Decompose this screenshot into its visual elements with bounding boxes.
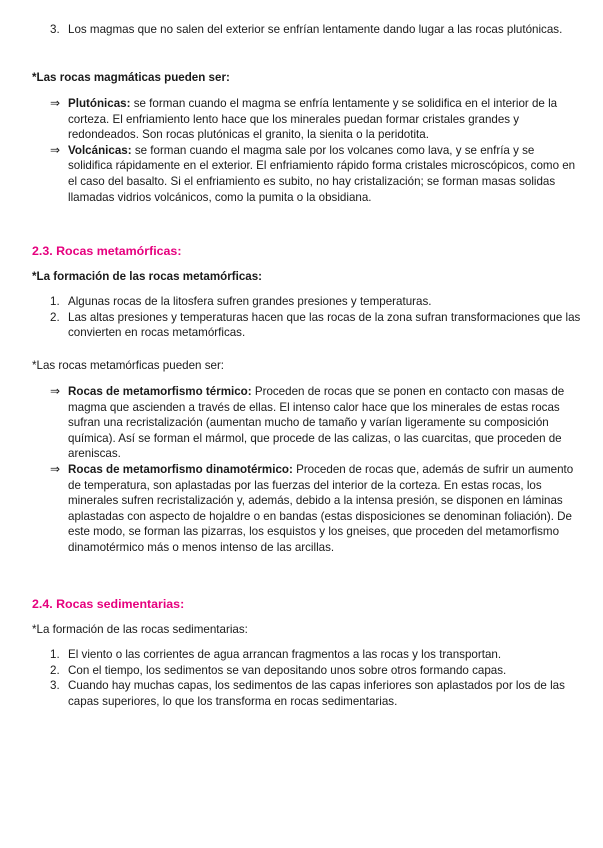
metamorficas-formacion-heading: *La formación de las rocas metamórficas: — [32, 270, 263, 283]
list-item — [32, 647, 582, 663]
arrow-right-icon: ⇒ — [50, 461, 61, 476]
list-text: Algunas rocas de la litosfera sufren grandes presiones y temperaturas. — [68, 295, 432, 308]
term-label: Rocas de metamorfismo dinamotérmico: — [68, 462, 293, 476]
list-item — [32, 678, 582, 709]
sedimentarias-formacion-list — [32, 647, 582, 709]
list-item-dinamotermico — [32, 462, 582, 556]
magmaticas-list — [32, 96, 582, 205]
arrow-right-icon: ⇒ — [50, 142, 61, 157]
list-item — [32, 22, 582, 38]
sedimentarias-formacion-heading: *La formación de las rocas sedimentarias: — [32, 623, 248, 636]
list-number: 2. — [50, 310, 60, 324]
list-number: 1. — [50, 295, 60, 308]
list-item-termico — [32, 384, 582, 462]
term-text: Proceden de rocas que se ponen en contacto con masas de magma que ascienden a través de ellas. El intenso calor hace que los minerales de estas rocas sufran una recristalización (aumentan mucho de tamaño y varían ligeramente su composición química). Así se forman el mármol, que procede de las calizas, o las cuarcitas, que proceden de areniscas. — [68, 385, 565, 461]
list-text: Los magmas que no salen del exterior se enfrían lentamente dando lugar a las rocas plutónicas. — [68, 23, 563, 36]
arrow-right-icon: ⇒ — [50, 96, 61, 110]
list-item — [32, 310, 582, 341]
list-number: 1. — [50, 648, 60, 661]
list-text: El viento o las corrientes de agua arrancan fragmentos a las rocas y los transportan. — [68, 648, 502, 661]
section-title-metamorficas: 2.3. Rocas metamórficas: — [32, 244, 182, 258]
list-text: Las altas presiones y temperaturas hacen que las rocas de la zona sufran transformaciones que las convierten en rocas metamórficas. — [68, 310, 581, 340]
list-number: 3. — [50, 679, 60, 693]
list-item-plutonicas — [32, 96, 582, 143]
term-text: se forman cuando el magma se enfría lentamente y se solidifica en el interior de la corteza. El enfriamiento lento hace que los minerales puedan formar cristales grandes y redondeados. Son rocas plutónicas el granito, la sienita o la peridotita. — [68, 97, 558, 142]
list-item-volcanicas — [32, 143, 582, 205]
metamorficas-formacion-list — [32, 294, 582, 341]
list-text: Con el tiempo, los sedimentos se van depositando unos sobre otros formando capas. — [68, 663, 507, 677]
term-label: Rocas de metamorfismo térmico: — [68, 385, 252, 398]
list-number: 3. — [50, 23, 60, 36]
term-text: Proceden de rocas que, además de sufrir un aumento de temperatura, son aplastadas por las fuerzas del interior de la corteza. En estas rocas, los minerales sufren recristalización y, además, debido a la intensa presión, se disponen en láminas aplastadas con aspecto de hojaldre o en bandas (estas disposiciones se denominan foliación). De este modo, se forman las pizarras, los esquistos y los gneises, que proceden del metamorfismo dinamotérmico más o menos intenso de las arcillas. — [68, 462, 574, 554]
section-title-sedimentarias: 2.4. Rocas sedimentarias: — [32, 597, 185, 611]
arrow-right-icon: ⇒ — [50, 384, 61, 398]
list-number: 2. — [50, 663, 60, 677]
term-label: Volcánicas: — [68, 143, 132, 157]
list-text: Cuando hay muchas capas, los sedimentos de las capas inferiores son aplastados por los de las capas superiores, lo que los transforma en rocas sedimentarias. — [68, 679, 565, 708]
term-text: se forman cuando el magma sale por los volcanes como lava, y se enfría y se solidifica rápidamente en el exterior. El enfriamiento rápido forma cristales microscópicos, como en el caso del basalto. Si el enfriamiento es subito, no hay cristalización; se forman masas solidas llamadas vidrios volcánicos, como la pumita o la obsidiana. — [68, 143, 576, 204]
list-item — [32, 663, 582, 679]
magmaticas-heading: *Las rocas magmáticas pueden ser: — [32, 71, 230, 84]
term-label: Plutónicas: — [68, 97, 131, 110]
metamorficas-tipos-list — [32, 384, 582, 556]
metamorficas-tipos-heading: *Las rocas metamórficas pueden ser: — [32, 359, 225, 372]
list-item — [32, 294, 582, 310]
intro-list — [32, 22, 582, 38]
